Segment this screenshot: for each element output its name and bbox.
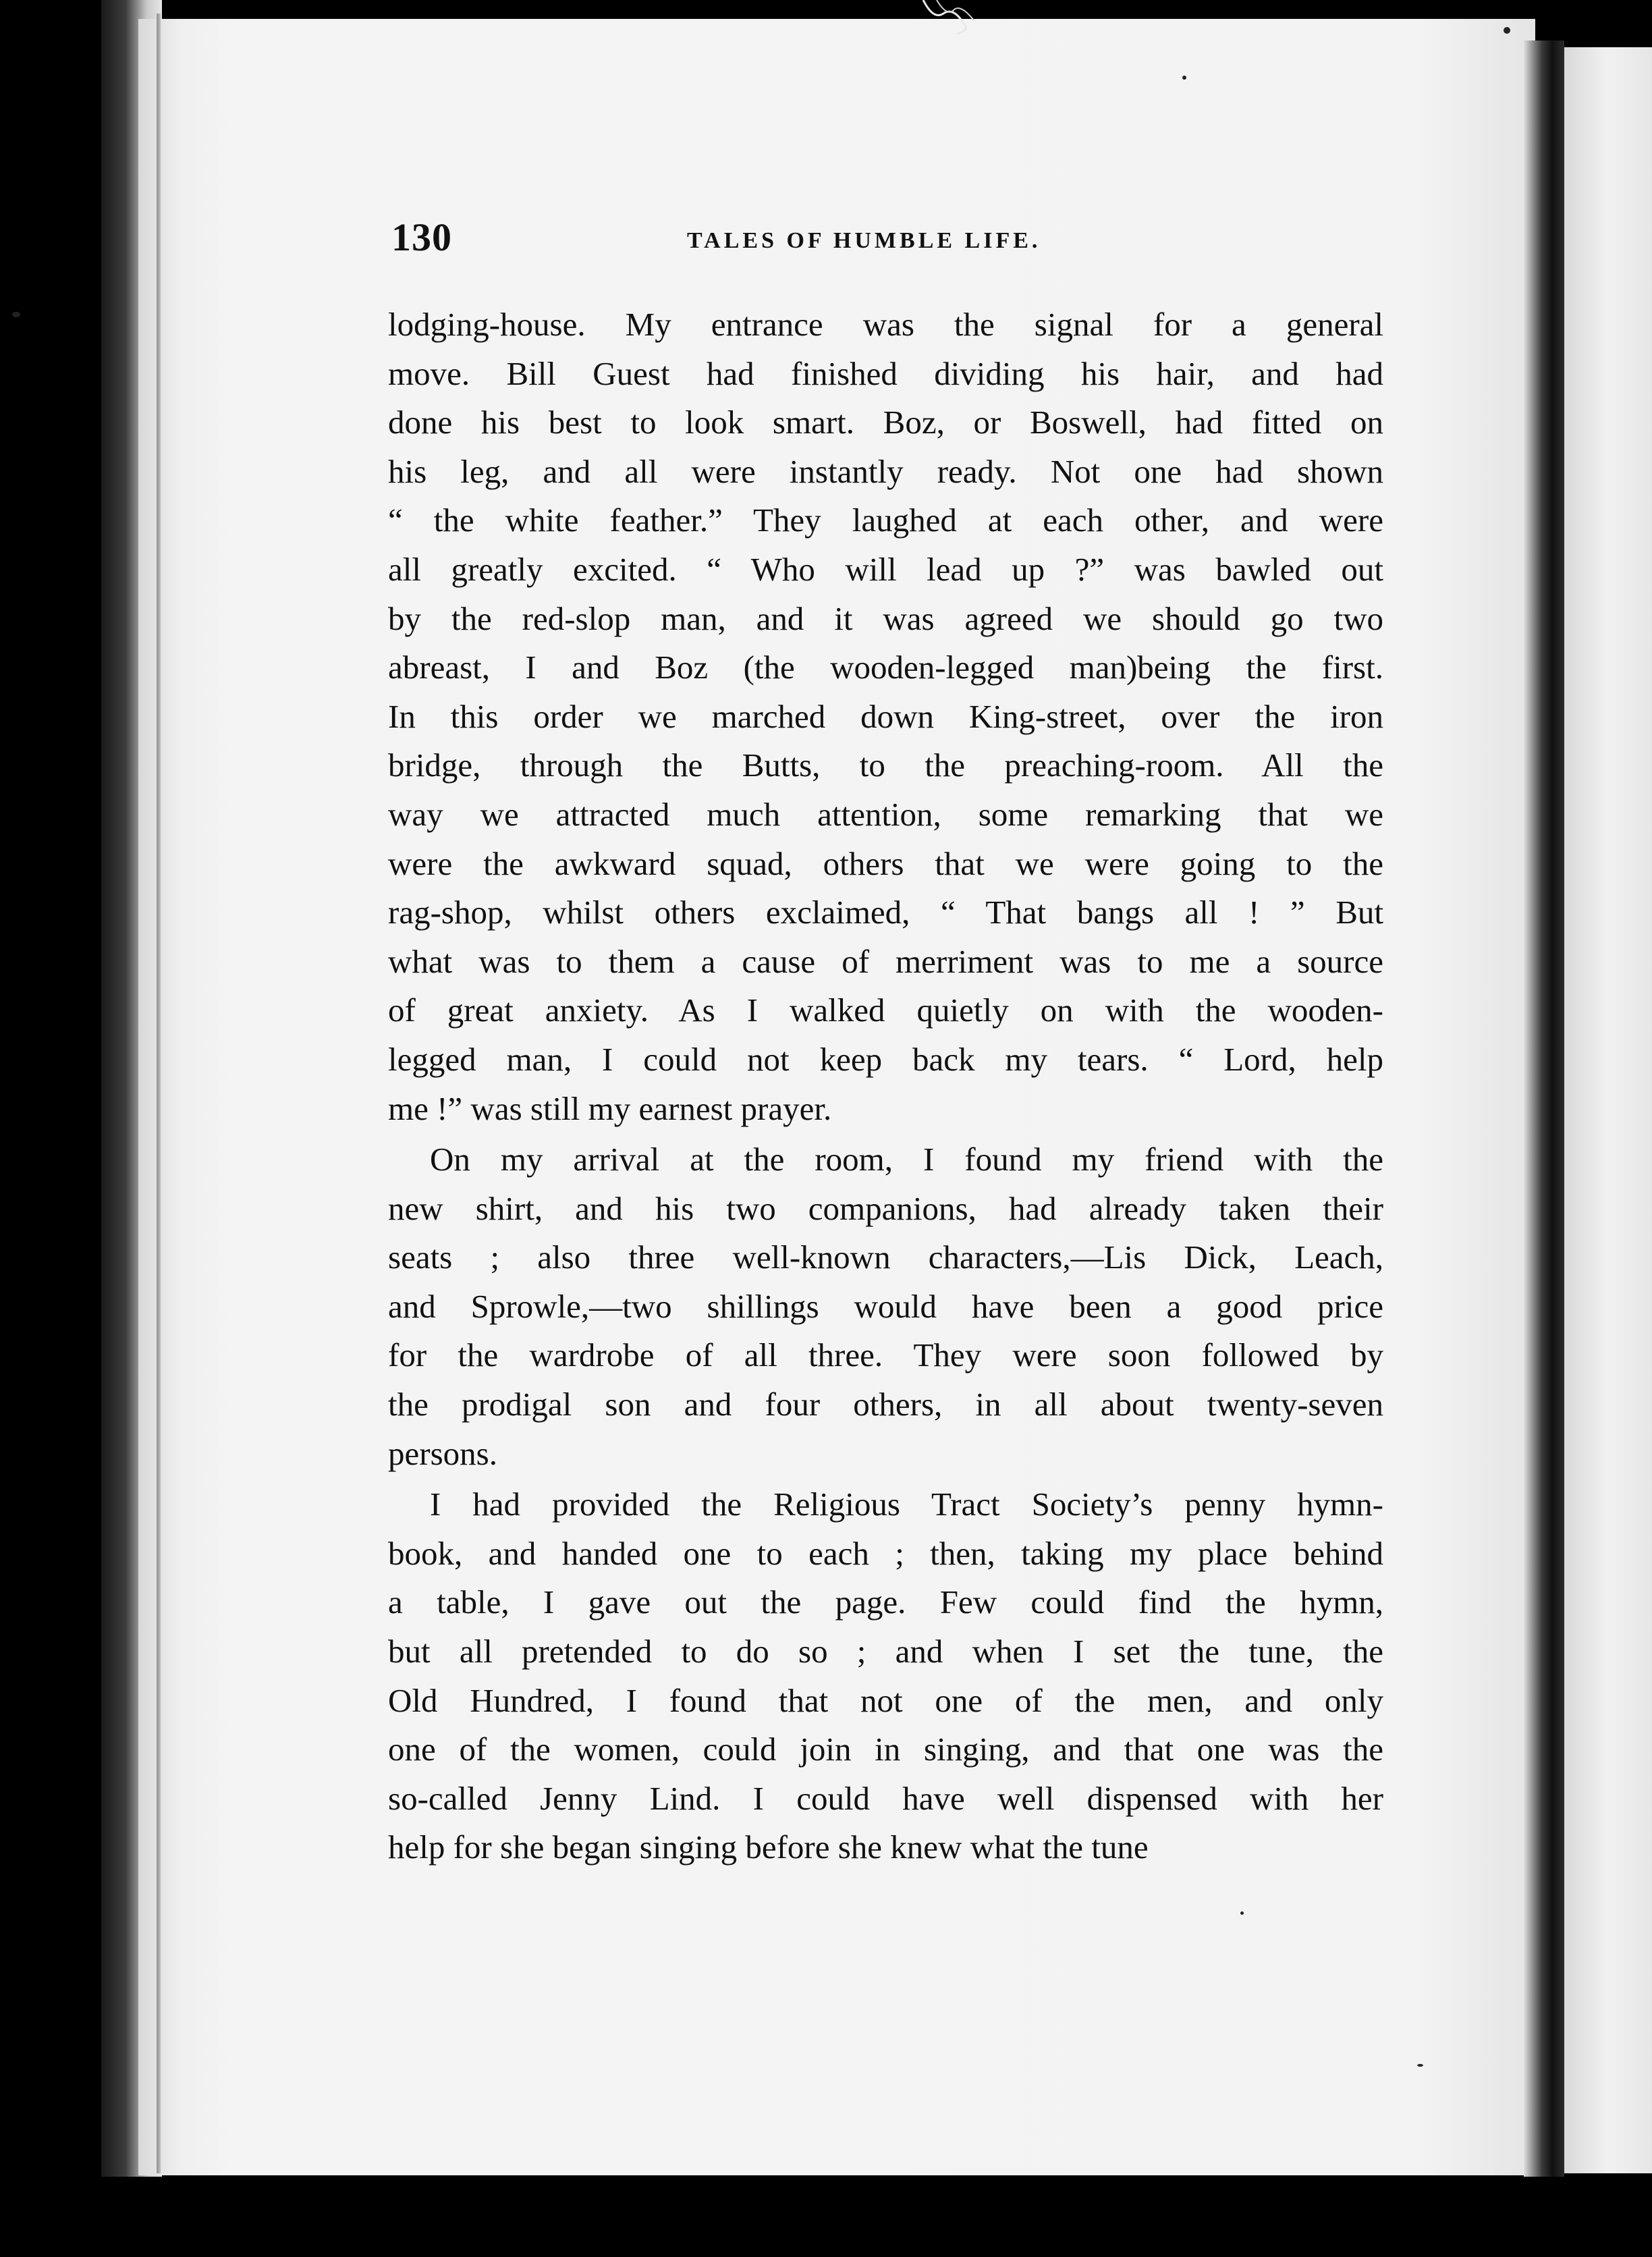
text-line: lodging-house. My entrance was the signal for a general bbox=[388, 306, 1383, 343]
running-title: TALES OF HUMBLE LIFE. bbox=[687, 228, 1041, 253]
scan-speck bbox=[1182, 76, 1186, 80]
text-line: persons. bbox=[388, 1434, 497, 1472]
page-number: 130 bbox=[391, 215, 452, 259]
text-line: what was to them a cause of merriment was to me a source bbox=[388, 942, 1383, 980]
scan-speck bbox=[1417, 2064, 1423, 2067]
text-line: of great anxiety. As I walked quietly on with the wooden- bbox=[388, 991, 1383, 1029]
next-page-edge bbox=[1564, 47, 1652, 2173]
text-line: for the wardrobe of all three. They were soon followed by bbox=[388, 1336, 1383, 1374]
scan-bottom-border bbox=[0, 2177, 1652, 2257]
text-line: new shirt, and his two companions, had already taken their bbox=[388, 1189, 1383, 1227]
text-line: bridge, through the Butts, to the preaching-room. All the bbox=[388, 746, 1383, 784]
text-line: me !” was still my earnest prayer. bbox=[388, 1089, 832, 1127]
text-line: way we attracted much attention, some remarking that we bbox=[388, 795, 1383, 833]
text-line: help for she began singing before she knew what the tune bbox=[388, 1828, 1149, 1866]
text-line: so-called Jenny Lind. I could have well dispensed with her bbox=[388, 1779, 1383, 1817]
text-line: Old Hundred, I found that not one of the men, and only bbox=[388, 1681, 1383, 1719]
text-line: a table, I gave out the page. Few could find the hymn, bbox=[388, 1583, 1383, 1621]
body-text bbox=[388, 300, 1383, 1872]
text-line: On my arrival at the room, I found my friend with the bbox=[430, 1141, 1383, 1178]
text-line: book, and handed one to each ; then, taking my place behind bbox=[388, 1534, 1383, 1572]
text-line: were the awkward squad, others that we were going to the bbox=[388, 844, 1383, 882]
text-line: by the red-slop man, and it was agreed we should go two bbox=[388, 599, 1383, 637]
scan-speck bbox=[1240, 1911, 1244, 1915]
text-line: one of the women, could join in singing, and that one was the bbox=[388, 1731, 1383, 1768]
text-line: I had provided the Religious Tract Society’s penny hymn- bbox=[430, 1486, 1383, 1523]
binding-thread-icon bbox=[916, 0, 977, 37]
text-line: In this order we marched down King-street, over the iron bbox=[388, 697, 1383, 735]
scan-speck bbox=[12, 312, 20, 317]
text-line: abreast, I and Boz (the wooden-legged man)being the first. bbox=[388, 649, 1383, 686]
text-line: rag-shop, whilst others exclaimed, “ That bangs all ! ” But bbox=[388, 894, 1383, 931]
text-line: but all pretended to do so ; and when I set the tune, the bbox=[388, 1633, 1383, 1670]
text-line: legged man, I could not keep back my tears. “ Lord, help bbox=[388, 1040, 1383, 1078]
text-line: “ the white feather.” They laughed at each other, and were bbox=[388, 501, 1383, 539]
text-line: move. Bill Guest had finished dividing his hair, and had bbox=[388, 354, 1383, 392]
scan-speck bbox=[1504, 27, 1510, 34]
text-line: the prodigal son and four others, in all about twenty-seven bbox=[388, 1386, 1383, 1423]
text-line: and Sprowle,—two shillings would have been a good price bbox=[388, 1287, 1383, 1325]
text-line: his leg, and all were instantly ready. Not one had shown bbox=[388, 452, 1383, 490]
text-line: seats ; also three well-known characters,—Lis Dick, Leach, bbox=[388, 1239, 1383, 1276]
text-line: all greatly excited. “ Who will lead up ?” was bawled out bbox=[388, 550, 1383, 588]
page-edge-lines bbox=[157, 13, 186, 2173]
running-head bbox=[391, 215, 1383, 269]
next-page-curl-shadow bbox=[1524, 40, 1564, 2180]
text-line: done his best to look smart. Boz, or Boswell, had fitted on bbox=[388, 404, 1383, 441]
